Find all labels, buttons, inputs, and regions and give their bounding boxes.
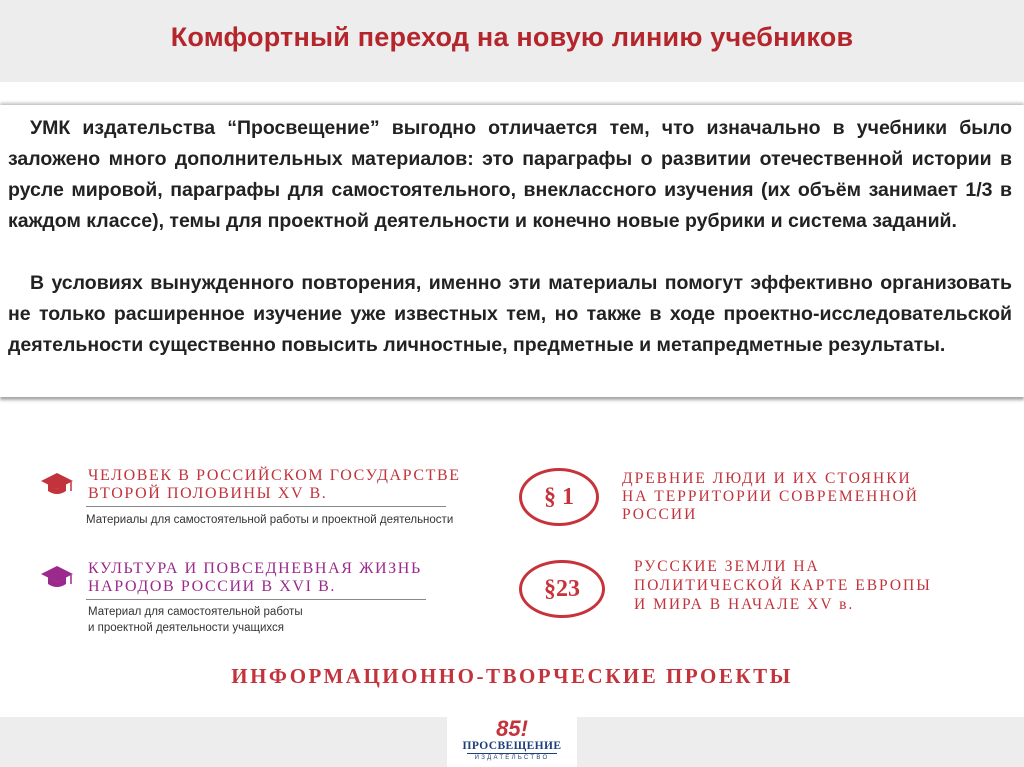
graduation-cap-icon <box>40 563 74 591</box>
main-text-box <box>0 105 1024 397</box>
right-topic-1-line2: НА ТЕРРИТОРИИ СОВРЕМЕННОЙ <box>622 488 919 505</box>
topic-2-description-line2: и проектной деятельности учащихся <box>88 622 285 634</box>
topic-2-title-line1: КУЛЬТУРА И ПОВСЕДНЕВНАЯ ЖИЗНЬ <box>88 560 422 577</box>
slide-footer <box>0 717 1024 767</box>
paragraph-badge-1: § 1 <box>519 468 599 526</box>
paragraph-badge-23: §23 <box>519 560 605 618</box>
graduation-cap-icon <box>40 470 74 498</box>
logo-publisher-name: ПРОСВЕЩЕНИЕ <box>462 740 562 752</box>
logo-divider <box>467 753 557 754</box>
right-topic-1-line1: ДРЕВНИЕ ЛЮДИ И ИХ СТОЯНКИ <box>622 470 912 487</box>
topic-2-description-line1: Материал для самостоятельной работы <box>88 606 303 618</box>
paragraph-1: УМК издательства “Просвещение” выгодно отличается тем, что изначально в учебники было заложено много дополнительных материалов: это параграфы о развитии отечественной истории в русле мировой, параграфы для самостоятельного, внеклассного изучения (их объём занимает 1/3 в каждом классе), темы для проектной деятельности и конечно новые рубрики и система заданий. <box>8 117 1012 232</box>
topic-2-divider <box>86 599 426 600</box>
topic-1-title-line2: ВТОРОЙ ПОЛОВИНЫ XV В. <box>88 485 328 502</box>
right-topic-2-line2: ПОЛИТИЧЕСКОЙ КАРТЕ ЕВРОПЫ <box>634 577 932 594</box>
topic-1-description: Материалы для самостоятельной работы и проектной деятельности <box>86 514 454 526</box>
projects-heading: ИНФОРМАЦИОННО-ТВОРЧЕСКИЕ ПРОЕКТЫ <box>231 664 793 688</box>
prosveshchenie-logo <box>447 717 577 767</box>
topic-2-title-line2: НАРОДОВ РОССИИ В XVI В. <box>88 578 336 595</box>
topic-1-title-line1: ЧЕЛОВЕК В РОССИЙСКОМ ГОСУДАРСТВЕ <box>88 467 461 484</box>
topic-1-divider <box>86 506 446 507</box>
paragraph-2: В условиях вынужденного повторения, именно эти материалы помогут эффективно организовать не только расширенное изучение уже известных тем, но также в ходе проектно-исследовательской деятельности существенно повысить личностные, предметные и метапредметные результаты. <box>8 272 1012 356</box>
logo-anniversary-number: 85! <box>496 716 528 741</box>
logo-subtitle: ИЗДАТЕЛЬСТВО <box>474 755 550 761</box>
right-topic-1-line3: РОССИИ <box>622 506 698 523</box>
right-topic-2-line3: И МИРА В НАЧАЛЕ XV в. <box>634 596 855 613</box>
right-topic-2-line1: РУССКИЕ ЗЕМЛИ НА <box>634 558 820 575</box>
slide-header <box>0 0 1024 82</box>
slide-title: Комфортный переход на новую линию учебников <box>170 22 854 52</box>
